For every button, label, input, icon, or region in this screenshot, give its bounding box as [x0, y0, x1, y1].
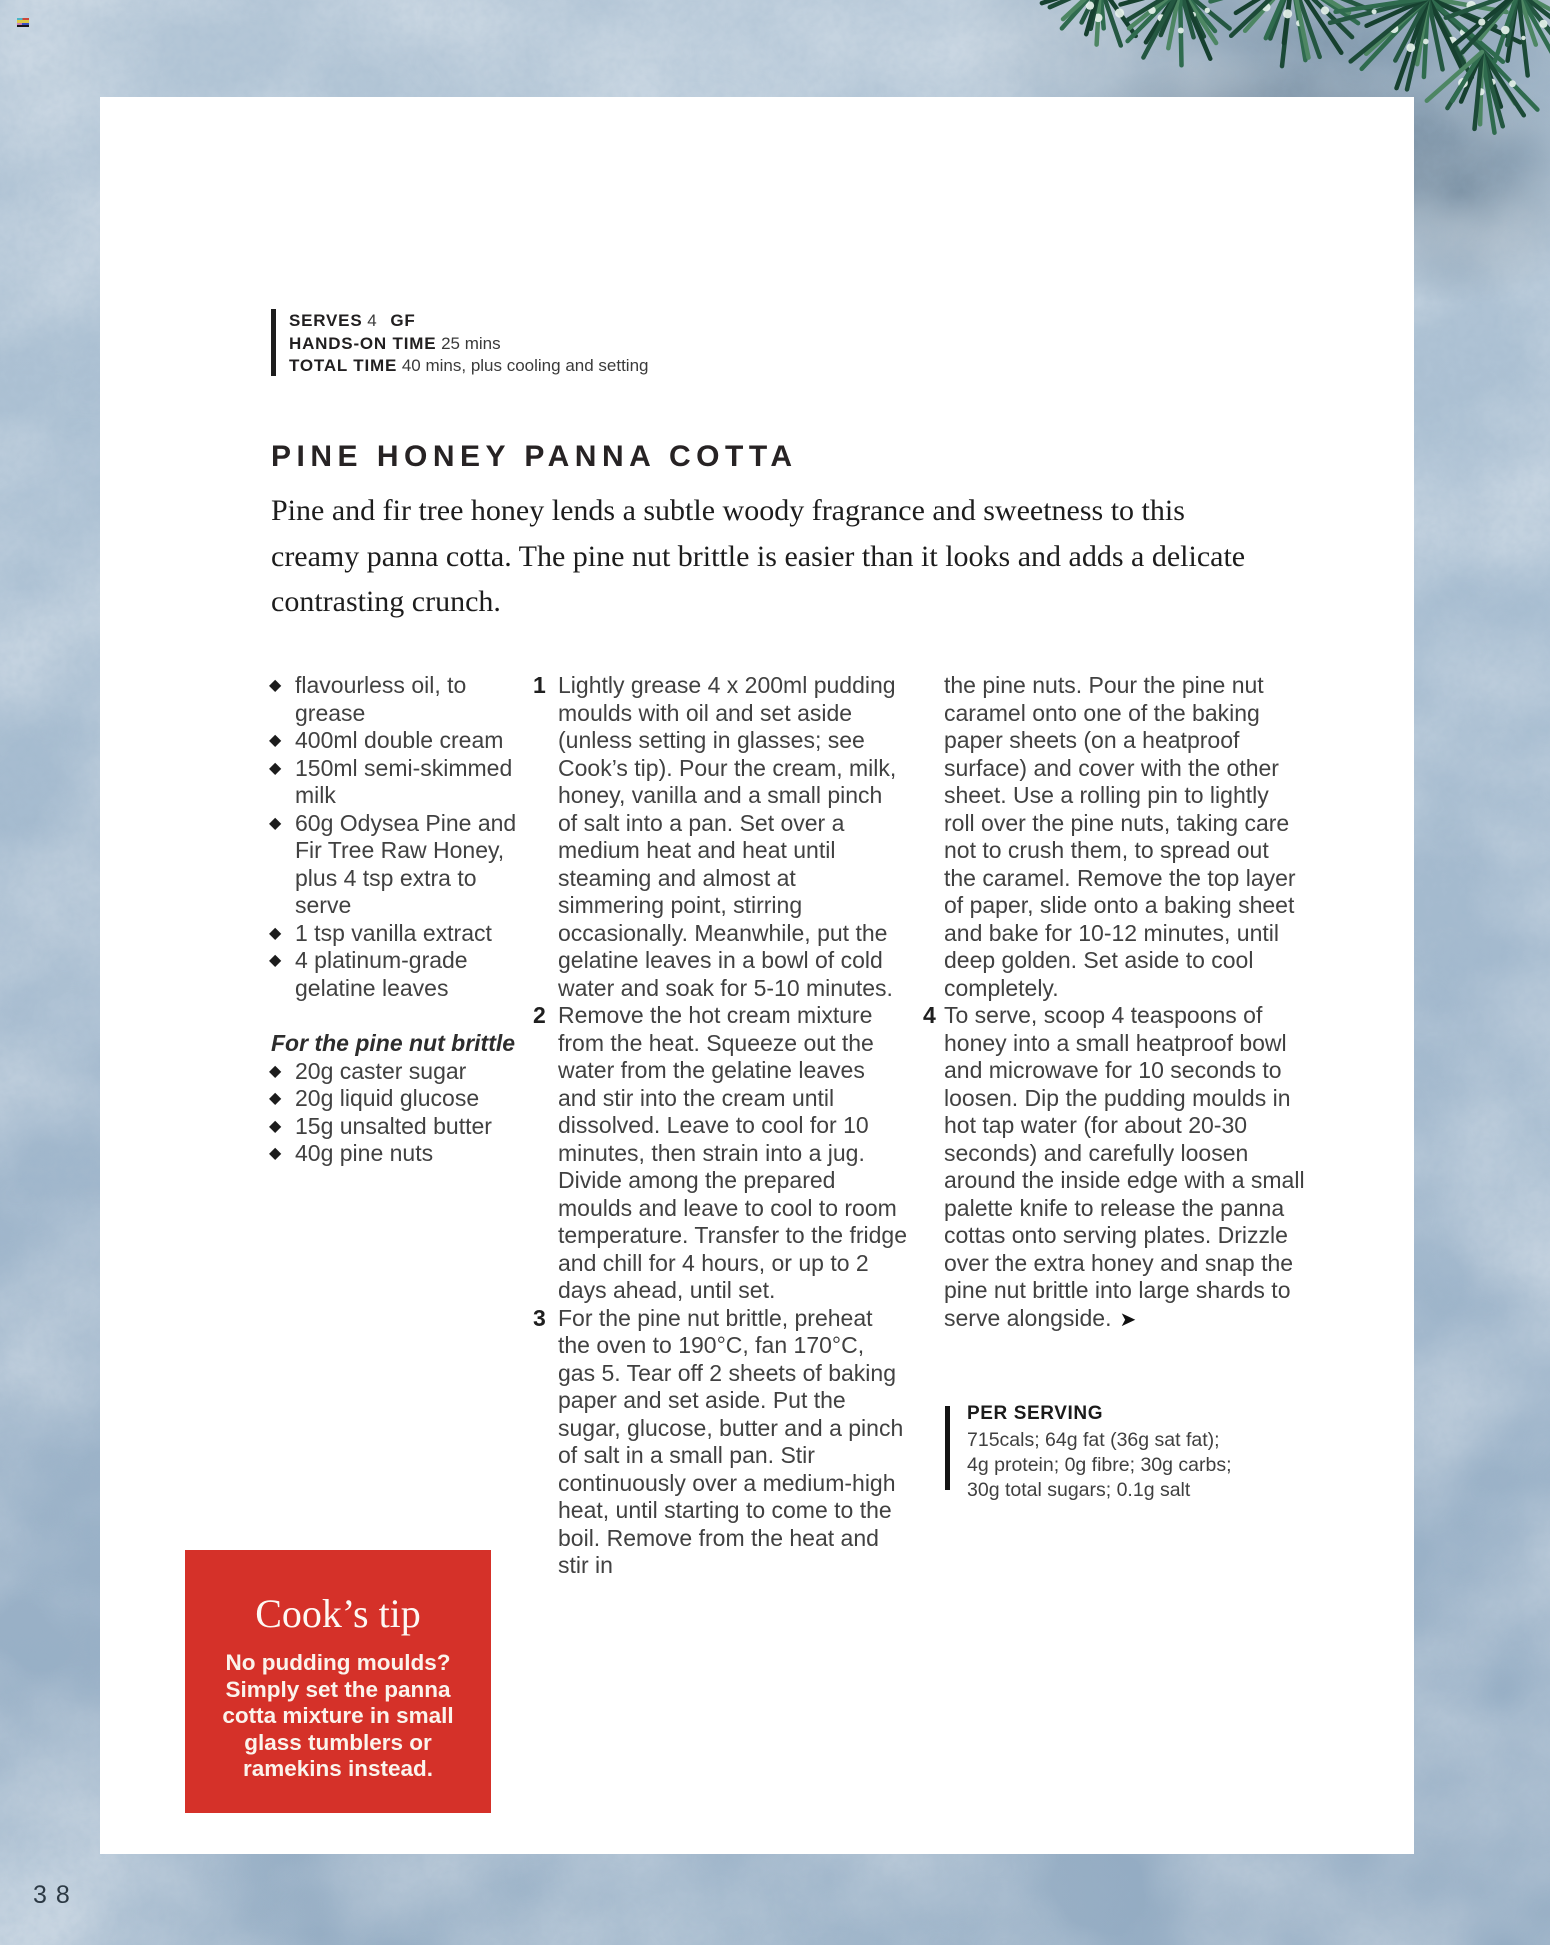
ingredient-text: 60g Odysea Pine and Fir Tree Raw Honey, plus 4 tsp extra to serve — [295, 809, 517, 918]
method-step — [533, 1002, 907, 1305]
brittle-subheading: For the pine nut brittle — [271, 1030, 516, 1056]
cooks-tip-body: No pudding moulds? Simply set the panna cotta mixture in small glass tumblers or ramekins instead. — [222, 1650, 454, 1781]
cooks-tip-box — [185, 1550, 491, 1813]
ingredient-text: 40g pine nuts — [295, 1140, 434, 1166]
step-continuation-text: the pine nuts. Pour the pine nut caramel onto one of the baking paper sheets (on a heatproof surface) and cover with the other sheet. Use a rolling pin to lightly roll over the pine nuts, taking care not to crush them, to spread out the caramel. Remove the top layer of paper, slide onto a baking sheet and bake for 10-12 minutes, until deep golden. Set aside to cool completely. — [944, 672, 1296, 1001]
method-step — [533, 1305, 907, 1580]
diamond-bullet-icon: ◆ — [269, 1117, 282, 1135]
diamond-bullet-icon: ◆ — [269, 1090, 282, 1107]
ingredient-text: 400ml double cream — [295, 727, 504, 753]
step-number: 4 — [923, 1002, 936, 1028]
ingredient-item — [271, 1140, 523, 1168]
serves-label: SERVES — [289, 311, 363, 330]
diamond-bullet-icon: ◆ — [269, 1062, 282, 1080]
total-time-line — [289, 355, 649, 378]
ingredient-item — [271, 1085, 523, 1113]
ingredient-text: flavourless oil, to grease — [295, 672, 467, 726]
ingredients-list — [271, 672, 523, 1002]
step-text: To serve, scoop 4 teaspoons of honey into a small heatproof bowl and microwave for 10 seconds to loosen. Dip the pudding moulds in hot tap water (for about 20-30 seconds) and carefully loosen around the inside edge with a small palette knife to release the panna cottas onto serving plates. Drizzle over the extra honey and snap the pine nut brittle into large shards to serve alongside. — [944, 1002, 1305, 1331]
ingredient-item — [271, 1058, 523, 1086]
cooks-tip-title: Cook’s tip — [255, 1591, 421, 1636]
info-divider-bar — [271, 309, 276, 376]
hands-on-time-line — [289, 333, 649, 356]
step-number: 2 — [533, 1002, 546, 1028]
hands-on-value: 25 mins — [441, 333, 501, 353]
method-column-1 — [533, 672, 907, 1580]
method-column-2 — [923, 672, 1305, 1334]
diamond-bullet-icon: ◆ — [269, 814, 282, 832]
step-number: 3 — [533, 1304, 546, 1331]
step-text: Remove the hot cream mixture from the heat. Squeeze out the water from the gelatine leaves and stir into the cream until dissolved. Leave to cool for 10 minutes, then strain into a jug. Divide among the prepared moulds and leave to cool to room temperature. Transfer to the fridge and chill for 4 hours, or up to 2 days ahead, until set. — [558, 1002, 908, 1303]
ingredient-text: 15g unsalted butter — [295, 1112, 492, 1139]
per-serving-line: 4g protein; 0g fibre; 30g carbs; — [967, 1454, 1232, 1476]
step-text: For the pine nut brittle, preheat the oven to 190°C, fan 170°C, gas 5. Tear off 2 sheets of baking paper and set aside. Put the sugar, glucose, butter and a pinch of salt in a small pan. Stir continuously over a medium-high heat, until starting to come to the boil. Remove from the heat and stir in — [558, 1304, 904, 1578]
diamond-bullet-icon: ◆ — [269, 952, 282, 969]
hands-on-label: HANDS-ON TIME — [289, 333, 437, 353]
recipe-title: PINE HONEY PANNA COTTA — [271, 440, 798, 473]
brittle-ingredients-list — [271, 1058, 523, 1168]
ingredient-item — [271, 755, 523, 810]
per-serving-line: 30g total sugars; 0.1g salt — [967, 1479, 1191, 1501]
recipe-card — [100, 97, 1414, 1854]
diamond-bullet-icon: ◆ — [269, 1145, 282, 1162]
method-step — [533, 672, 907, 1002]
ingredient-text: 20g caster sugar — [295, 1057, 467, 1084]
ingredient-text: 4 platinum-grade gelatine leaves — [295, 947, 468, 1001]
dietary-badge: GF — [390, 311, 416, 330]
ingredient-text: 1 tsp vanilla extract — [295, 919, 492, 946]
per-serving-header: PER SERVING — [967, 1403, 1104, 1424]
ingredient-item — [271, 810, 523, 920]
continue-arrow-icon: ➤ — [1119, 1308, 1137, 1331]
ingredient-text: 20g liquid glucose — [295, 1085, 480, 1111]
per-serving-divider-bar — [945, 1406, 950, 1490]
ingredient-item — [271, 920, 523, 948]
recipe-intro: Pine and fir tree honey lends a subtle woody fragrance and sweetness to this creamy panna cotta. The pine nut brittle is easier than it looks and adds a delicate contrasting crunch. — [271, 494, 1246, 618]
ingredient-item — [271, 1113, 523, 1141]
diamond-bullet-icon: ◆ — [269, 732, 282, 749]
ingredient-item — [271, 947, 523, 1002]
diamond-bullet-icon: ◆ — [269, 677, 282, 694]
ingredient-text: 150ml semi-skimmed milk — [295, 754, 513, 808]
step-number: 1 — [533, 672, 546, 698]
print-registration-artifact — [17, 18, 29, 27]
step-text: Lightly grease 4 x 200ml pudding moulds with oil and set aside (unless setting in glasses; see Cook’s tip). Pour the cream, milk, honey, vanilla and a small pinch of salt into a pan. Set over a medium heat and heat until steaming and almost at simmering point, stirring occasionally. Meanwhile, put the gelatine leaves in a bowl of cold water and soak for 5-10 minutes. — [558, 672, 897, 1001]
diamond-bullet-icon: ◆ — [269, 924, 282, 942]
per-serving-line: 715cals; 64g fat (36g sat fat); — [967, 1429, 1220, 1451]
page-number: 38 — [33, 1881, 79, 1909]
total-time-value: 40 mins, plus cooling and setting — [401, 356, 649, 375]
method-step — [923, 1002, 1305, 1334]
serves-value: 4 — [367, 311, 377, 330]
diamond-bullet-icon: ◆ — [269, 759, 282, 777]
serves-line — [289, 310, 649, 333]
total-time-label: TOTAL TIME — [289, 356, 398, 375]
per-serving-block — [945, 1403, 1290, 1503]
recipe-info-block — [271, 309, 649, 378]
ingredient-item — [271, 727, 523, 755]
ingredients-column — [271, 672, 523, 1168]
ingredient-item — [271, 672, 523, 727]
